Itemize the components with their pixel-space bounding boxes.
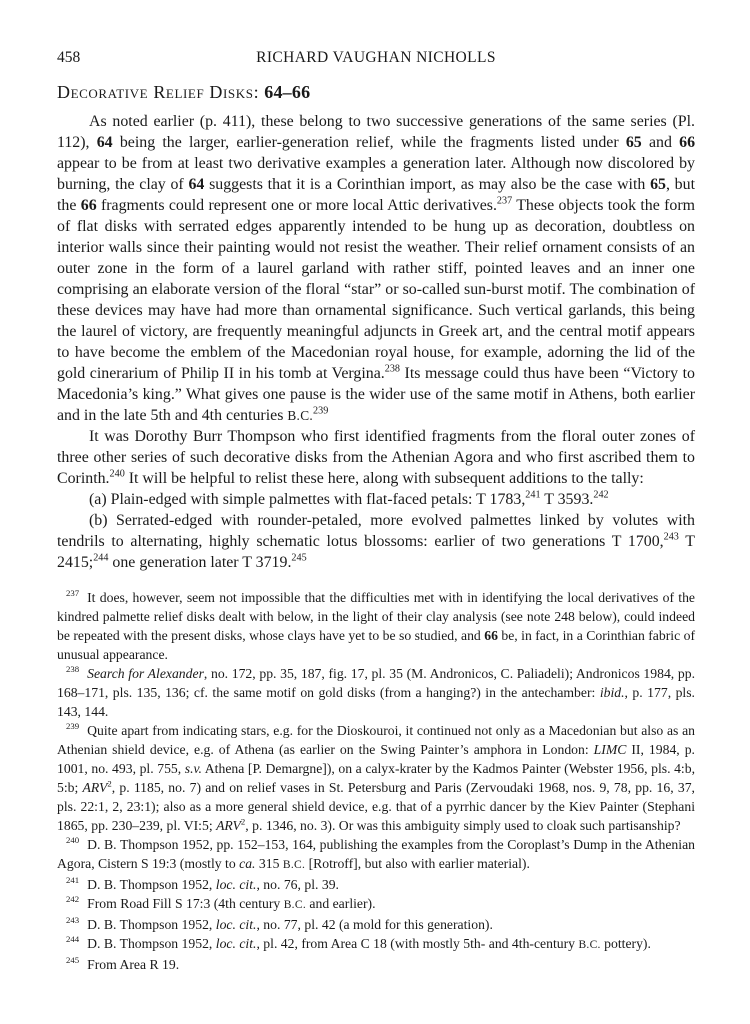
text-segment: loc. cit. — [215, 917, 257, 932]
text-segment: , pl. 42, from Area C 18 (with mostly 5th- and 4th-century — [256, 936, 579, 951]
text-segment: 66 — [80, 197, 97, 214]
text-segment: T 3593. — [540, 491, 594, 508]
text-segment: These objects took the form of flat disks with serrated edges apparently intended to be hung up as decoration, doubtless on interior walls since their painting would not resist the weather. Their relief ornament consists of an outer zone in the form of a laurel garland with rather stiff, pointed leaves and an inner one comprising an elaborate version of the floral “star” or so-called sun-burst motif. The combination of these devices may have had more than ornamental significance. Such vertical garlands, this being the laurel of victory, are frequently meaningful adjuncts in Greek art, and the central motif appears to have become the emblem of the Macedonian royal house, for example, adorning the lid of the gold cinerarium of Philip II in his tomb at Vergina. — [57, 197, 695, 382]
text-segment: 64–66 — [264, 82, 311, 102]
footnote — [57, 955, 695, 974]
text-segment: D. B. Thompson 1952, pp. 152–153, 164, publishing the examples from the Coroplast’s Dump in the Athenian Agora, Cistern S 19:3 (mostly to — [57, 837, 695, 871]
text-segment: and earlier). — [306, 896, 376, 911]
text-segment: appear to be from at least two derivative examples a generation later. Although now discolored by burning, the clay of — [57, 155, 695, 193]
footnote — [57, 894, 695, 915]
footnote — [57, 835, 695, 875]
text-segment: 66 — [679, 134, 696, 151]
footnote-ref: 241 — [525, 489, 541, 501]
footnote-ref: 244 — [93, 552, 109, 564]
page-number: 458 — [57, 49, 81, 66]
footnote-number: 239 — [66, 721, 80, 732]
body-paragraph — [57, 489, 695, 510]
footnote — [57, 875, 695, 894]
footnote-ref: 245 — [291, 552, 307, 564]
text-segment: s.v. — [184, 761, 202, 776]
text-segment: , p. 1185, no. 7) and on relief vases in St. Petersburg and Paris (Zervoudaki 1968, nos. 9, 78, pp. 16, 37, pls. 22:1, 2, 23:1); also as a more general shield device, e.g. that of a pyrrhic dancer by the Kiev Painter (Stephani 1865, pp. 230–239, pl. VI:5; — [57, 780, 695, 833]
section-heading — [57, 80, 695, 104]
text-segment: B.C. — [287, 408, 314, 423]
footnote-number: 240 — [66, 835, 80, 846]
text-segment: B.C. — [578, 939, 601, 951]
text-segment: 315 — [255, 856, 283, 871]
text-segment: , p. 177, pls. 143, 144. — [57, 685, 695, 719]
text-segment: 66 — [484, 628, 498, 643]
text-segment: suggests that it is a Corinthian import, as may also be the case with — [204, 176, 651, 193]
text-segment: D. B. Thompson 1952, — [87, 917, 216, 932]
text-segment: 64 — [96, 134, 113, 151]
text-segment: ibid. — [599, 685, 625, 700]
footnote — [57, 588, 695, 664]
footnote-ref: 238 — [384, 363, 400, 375]
text-segment: 65 — [650, 176, 666, 193]
footnote-number: 242 — [66, 894, 80, 905]
text-segment: and — [641, 134, 680, 151]
text-segment: ARV — [82, 780, 108, 795]
running-head: RICHARD VAUGHAN NICHOLLS — [256, 49, 496, 66]
text-segment: , no. 77, pl. 42 (a mold for this generation). — [256, 917, 493, 932]
footnote-ref: 242 — [593, 489, 609, 501]
footnote-number: 244 — [66, 934, 80, 945]
text-segment: D. B. Thompson 1952, — [87, 936, 216, 951]
footnote-number: 237 — [66, 588, 80, 599]
text-segment: ARV — [216, 818, 241, 833]
text-segment: T 2415; — [57, 533, 695, 571]
text-segment: ca. — [239, 856, 256, 871]
text-segment: It does, however, seem not impossible that the difficulties met with in identifying the local derivatives of the kindred palmette relief disks dealt with below, in the light of their clay analysis (see note 248 below), could indeed be repeated with the present disks, whose clays have yet to be so studied, and — [57, 590, 695, 643]
text-segment: 65 — [625, 134, 642, 151]
text-segment: LIMC — [593, 742, 627, 757]
footnotes — [57, 588, 695, 974]
text-segment: (a) Plain-edged with simple palmettes with flat-faced petals: T 1783, — [89, 491, 526, 508]
footnote-number: 243 — [66, 915, 80, 926]
text-segment: Decorative Relief Disks: — [57, 82, 265, 102]
text-segment: loc. cit. — [215, 936, 257, 951]
text-segment: [Rotroff], but also with earlier material). — [305, 856, 530, 871]
footnote — [57, 915, 695, 934]
text-segment: Athena [P. Demargne]), on a calyx-krater by the Kadmos Painter (Webster 1956, pls. 4:b, 5:b; — [57, 761, 695, 795]
text-segment: (b) Serrated-edged with rounder-petaled, more evolved palmettes linked by volutes with tendrils to alternating, highly schematic lotus blossoms: earlier of two generations T 1700, — [57, 512, 695, 550]
page-content — [57, 80, 695, 974]
text-segment: , p. 1346, no. 3). Or was this ambiguity simply used to cloak such partisanship? — [245, 818, 681, 833]
text-segment: It will be helpful to relist these here, along with subsequent additions to the tally: — [124, 470, 644, 487]
text-segment: one generation later T 3719. — [108, 554, 292, 571]
text-segment: D. B. Thompson 1952, — [87, 877, 216, 892]
text-segment: being the larger, earlier-generation relief, while the fragments listed under — [112, 134, 626, 151]
body-paragraph — [57, 510, 695, 573]
footnote-ref: 237 — [496, 195, 513, 207]
footnote — [57, 934, 695, 955]
text-segment: , no. 76, pl. 39. — [256, 877, 339, 892]
text-segment: fragments could represent one or more local Attic derivatives. — [96, 197, 497, 214]
footnote-ref: 240 — [109, 468, 125, 480]
footnote-ref: 243 — [663, 531, 679, 543]
text-segment: 64 — [188, 176, 205, 193]
text-segment: From Road Fill S 17:3 (4th century — [87, 896, 284, 911]
footnote — [57, 721, 695, 835]
footnote-ref: 2 — [107, 778, 112, 789]
body-paragraph — [57, 426, 695, 489]
footnote-number: 241 — [66, 875, 80, 886]
text-segment: II, 1984, p. 1001, no. 493, pl. 755, — [57, 742, 695, 776]
text-segment: B.C. — [282, 859, 306, 871]
footnote-ref: 239 — [313, 405, 329, 417]
text-segment: As noted earlier (p. 411), these belong to two successive generations of the same series (Pl. 112), — [57, 113, 695, 151]
text-segment: B.C. — [283, 899, 306, 911]
footnote-ref: 2 — [240, 816, 246, 827]
footnote — [57, 664, 695, 721]
text-segment: Its message could thus have been “Victory to Macedonia’s king.” What gives one pause is the wider use of the same motif in Athens, both earlier and in the late 5th and 4th centuries — [57, 365, 695, 424]
footnote-number: 245 — [66, 955, 80, 966]
footnote-number: 238 — [66, 664, 80, 675]
page-header — [57, 49, 695, 69]
body-paragraphs — [57, 111, 695, 573]
text-segment: Search for Alexander — [87, 666, 204, 681]
body-paragraph — [57, 111, 695, 426]
text-segment: Quite apart from indicating stars, e.g. for the Dioskouroi, it continued not only as a Macedonian but also as an Athenian shield device, e.g. of Athena (as earlier on the Swing Painter’s amphora in London: — [57, 723, 695, 757]
text-segment: From Area R 19. — [87, 957, 180, 972]
text-segment: , but the — [57, 176, 695, 214]
text-segment: , no. 172, pp. 35, 187, fig. 17, pl. 35 (M. Andronicos, C. Paliadeli); Andronicos 1984, pp. 168–171, pls. 135, 136; cf. the same motif on gold disks (from a hanging?) in the antechamber: — [57, 666, 695, 700]
text-segment: pottery). — [600, 936, 651, 951]
text-segment: loc. cit. — [215, 877, 257, 892]
text-segment: be, in fact, in a Corinthian fabric of unusual appearance. — [57, 628, 695, 662]
text-segment: It was Dorothy Burr Thompson who first identified fragments from the floral outer zones of three other series of such decorative disks from the Athenian Agora and who first ascribed them to Corinth. — [57, 428, 695, 487]
